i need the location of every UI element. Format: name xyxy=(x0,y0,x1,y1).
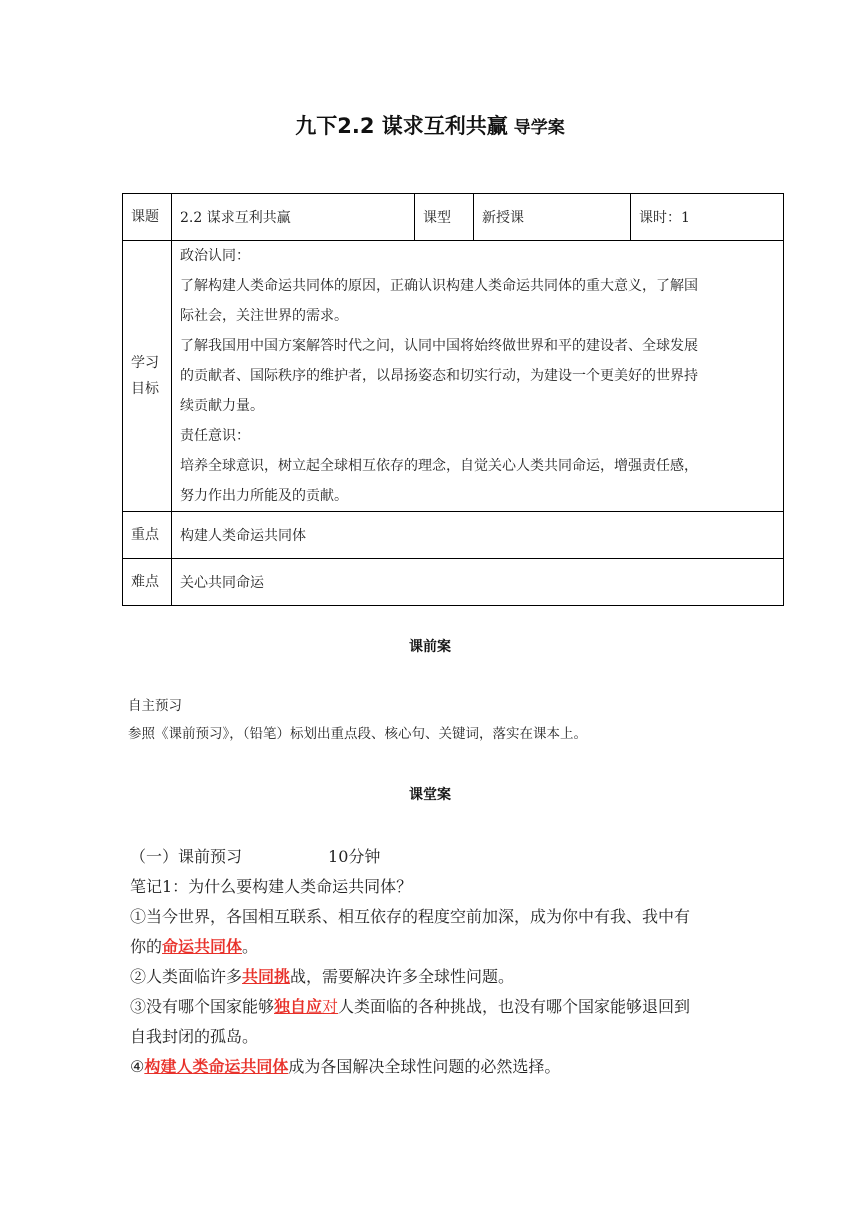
preclass-subtitle: 自主预习 xyxy=(128,698,182,714)
goal-line: 续贡献力量。 xyxy=(180,398,264,414)
goal-line: 责任意识： xyxy=(180,428,250,444)
table-row-keypoint xyxy=(123,512,784,559)
table-row-goals xyxy=(123,241,784,512)
highlight-keyword: 共同挑 xyxy=(242,967,291,986)
note-point-4 xyxy=(130,1052,770,1082)
section-duration: 10分钟 xyxy=(328,847,381,866)
preclass-heading: 课前案 xyxy=(409,639,451,655)
text-span: ②人类面临许多 xyxy=(130,967,243,986)
table-row-difficulty xyxy=(123,559,784,606)
label-goals xyxy=(123,241,172,512)
goal-line: 际社会，关注世界的需求。 xyxy=(180,308,348,324)
label-type: 课型 xyxy=(415,194,474,241)
text-span: 战，需要解决许多全球性问题。 xyxy=(290,967,515,986)
table-row-topic xyxy=(123,194,784,241)
note-point-1a: ①当今世界，各国相互联系、相互依存的程度空前加深，成为你中有我、我中有 xyxy=(130,907,691,926)
difficulty-value: 关心共同命运 xyxy=(172,559,784,606)
goal-line: 努力作出力所能及的贡献。 xyxy=(180,488,348,504)
highlight-keyword: 对 xyxy=(322,997,339,1016)
preclass-instruction: 参照《课前预习》，（铅笔）标划出重点段、核心句、关键词，落实在课本上。 xyxy=(128,726,587,742)
title-main: 九下2.2 谋求互利共赢 xyxy=(295,114,508,138)
highlight-keyword: 构建人类命运共同体 xyxy=(144,1057,289,1076)
title-sub: 导学案 xyxy=(513,118,565,138)
keypoint-value: 构建人类命运共同体 xyxy=(172,512,784,559)
label-goals-line2: 目标 xyxy=(131,381,159,397)
goal-line: 政治认同： xyxy=(180,248,250,264)
text-span: 你的 xyxy=(130,937,163,956)
topic-value: 2.2 谋求互利共赢 xyxy=(172,194,415,241)
text-span: ④ xyxy=(130,1057,145,1076)
goal-line: 的贡献者、国际秩序的维护者，以昂扬姿态和切实行动，为建设一个更美好的世界持 xyxy=(180,368,698,384)
note-point-3b: 自我封闭的孤岛。 xyxy=(130,1027,259,1046)
goal-line: 了解我国用中国方案解答时代之问，认同中国将始终做世界和平的建设者、全球发展 xyxy=(180,338,698,354)
text-span: ③没有哪个国家能够 xyxy=(130,997,275,1016)
label-goals-line1: 学习 xyxy=(131,355,159,371)
highlight-keyword: 独自应 xyxy=(274,997,323,1016)
label-difficulty: 难点 xyxy=(123,559,172,606)
label-keypoint: 重点 xyxy=(123,512,172,559)
lesson-info-table xyxy=(122,193,784,606)
label-topic: 课题 xyxy=(123,194,172,241)
highlight-keyword: 命运共同体 xyxy=(162,937,243,956)
text-span: 人类面临的各种挑战，也没有哪个国家能够退回到 xyxy=(338,997,691,1016)
notes-body xyxy=(130,842,770,1082)
document-title xyxy=(0,110,860,140)
text-span: 。 xyxy=(242,937,259,956)
type-value: 新授课 xyxy=(474,194,631,241)
goal-line: 了解构建人类命运共同体的原因，正确认识构建人类命运共同体的重大意义，了解国 xyxy=(180,278,698,294)
note-title: 笔记1：为什么要构建人类命运共同体？ xyxy=(130,877,413,896)
note-point-3a xyxy=(130,992,770,1022)
text-span: 成为各国解决全球性问题的必然选择。 xyxy=(288,1057,561,1076)
goal-line: 培养全球意识，树立起全球相互依存的理念，自觉关心人类共同命运，增强责任感， xyxy=(180,458,698,474)
section-title: （一）课前预习 xyxy=(130,847,243,866)
period-value: 课时：1 xyxy=(631,194,784,241)
note-point-2 xyxy=(130,962,770,992)
goals-content xyxy=(172,241,784,512)
note-point-1b xyxy=(130,932,770,962)
section-line xyxy=(130,842,770,872)
inclass-heading: 课堂案 xyxy=(409,787,451,803)
